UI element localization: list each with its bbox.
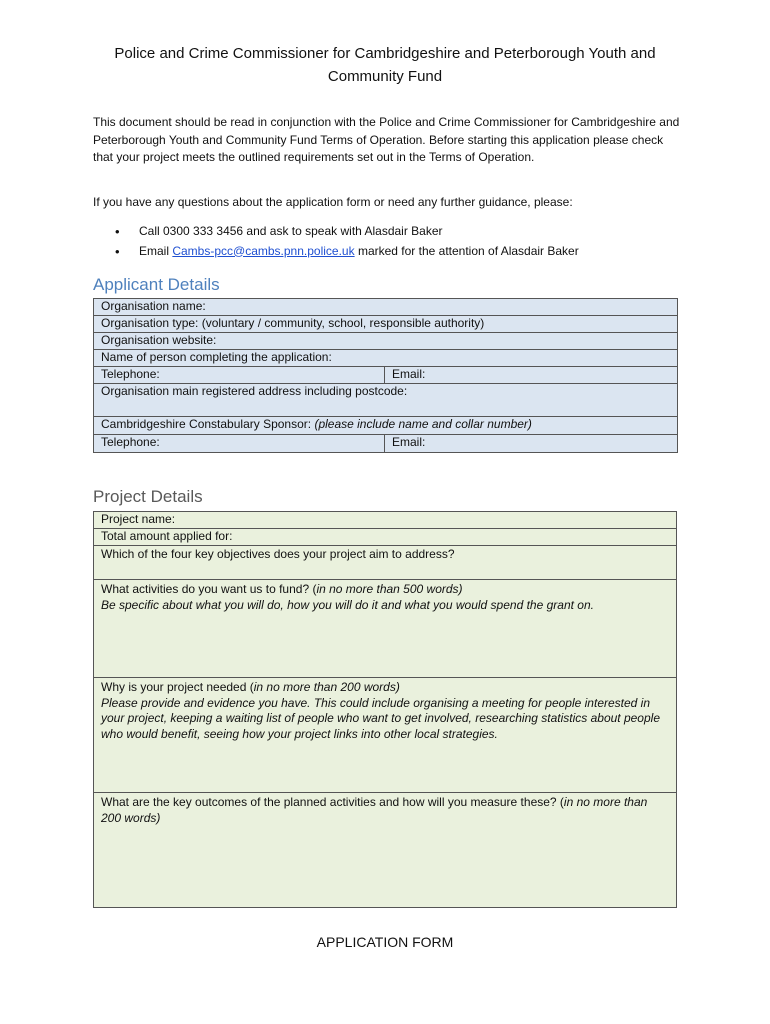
contact-call-item	[115, 222, 579, 242]
organisation-website-field[interactable]: Organisation website:	[94, 333, 678, 350]
application-form-footer: APPLICATION FORM	[316, 934, 454, 950]
contact-email-link[interactable]: Cambs-pcc@cambs.pnn.police.uk	[172, 243, 355, 258]
need-limit: in no more than 200 words)	[253, 680, 400, 694]
document-title: Police and Crime Commissioner for Cambridgeshire and Peterborough Youth and Community Fund	[114, 45, 656, 85]
objectives-field[interactable]: Which of the four key objectives does your project aim to address?	[94, 546, 677, 580]
contact-email-prefix: Email	[139, 243, 173, 258]
outcomes-limit: in no more than 200 words)	[101, 795, 648, 825]
need-hint: Please provide and evidence you have. This could include organising a meeting for people interested in your project, keeping a waiting list of people who want to get involved, researching statistics about people who would benefit, seeing how your project links into other local strategies.	[101, 695, 660, 741]
project-name-field[interactable]: Project name:	[94, 512, 677, 529]
outcomes-field[interactable]	[94, 793, 677, 908]
applicant-details-heading: Applicant Details	[93, 275, 220, 294]
address-field[interactable]: Organisation main registered address including postcode:	[94, 384, 678, 417]
contact-call-text: Call 0300 333 3456 and ask to speak with Alasdair Baker	[139, 224, 443, 238]
telephone-field[interactable]: Telephone:	[94, 367, 385, 384]
activities-field[interactable]	[94, 580, 677, 678]
sponsor-label: Cambridgeshire Constabulary Sponsor:	[101, 417, 315, 431]
total-amount-field[interactable]: Total amount applied for:	[94, 529, 677, 546]
need-question: Why is your project needed (	[101, 680, 254, 694]
activities-hint: Be specific about what you will do, how you will do it and what you would spend the grant on.	[101, 597, 594, 612]
person-completing-field[interactable]: Name of person completing the application:	[94, 350, 678, 367]
contact-email-item	[115, 242, 579, 262]
outcomes-question: What are the key outcomes of the planned activities and how will you measure these? (	[101, 795, 564, 809]
activities-limit: in no more than 500 words)	[316, 582, 463, 596]
sponsor-email-field[interactable]: Email:	[385, 435, 678, 453]
sponsor-hint: (please include name and collar number)	[314, 417, 532, 431]
contact-email-suffix: marked for the attention of Alasdair Baker	[354, 243, 579, 258]
sponsor-telephone-field[interactable]: Telephone:	[94, 435, 385, 453]
applicant-details-table	[93, 298, 678, 453]
need-field[interactable]	[94, 678, 677, 793]
project-details-heading: Project Details	[93, 487, 203, 506]
organisation-name-field[interactable]: Organisation name:	[94, 299, 678, 316]
questions-line: If you have any questions about the application form or need any further guidance, please:	[93, 195, 573, 209]
project-details-table	[93, 511, 677, 908]
contact-list	[115, 222, 579, 261]
intro-paragraph: This document should be read in conjunction with the Police and Crime Commissioner for Cambridgeshire and Peterborough Youth and Community Fund Terms of Operation. Before starting this application please check that your project meets the outlined requirements set out in the Terms of Operation.	[93, 115, 680, 164]
sponsor-field[interactable]	[94, 417, 678, 435]
organisation-type-field[interactable]: Organisation type: (voluntary / community, school, responsible authority)	[94, 316, 678, 333]
activities-question: What activities do you want us to fund? (	[101, 582, 317, 596]
email-field[interactable]: Email:	[385, 367, 678, 384]
